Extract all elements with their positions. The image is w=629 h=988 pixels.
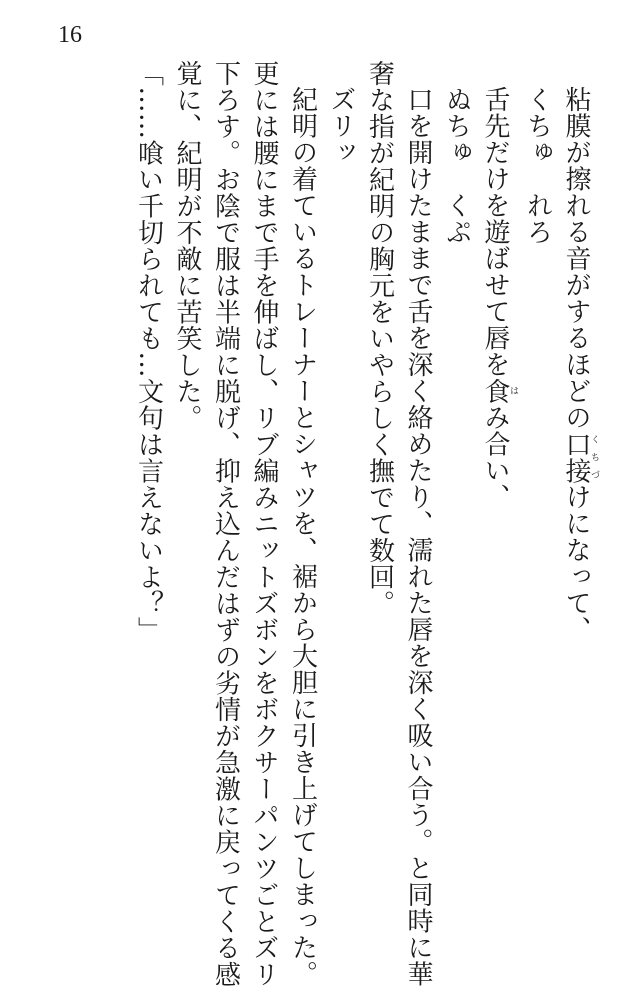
text-line-2: くちゅ れろ (522, 86, 553, 245)
text-line-3: 舌先だけを遊ばせて唇を食はみ合い、 (480, 86, 518, 510)
text-line-6: 奢な指が紀明の胸元をいやらしく撫でて数回。 (364, 60, 395, 617)
text-line-1: 粘膜が擦れる音がするほどの口接くちづけになって、 (561, 86, 599, 643)
text-line-12: 「……喰い千切られても…文句は言えないよ？」 (133, 60, 164, 643)
text-line-8: 紀明の着ているトレーナーとシャツを、裾から大胆に引き上げてしまった。 (287, 86, 318, 987)
text-line-11: 覚に、紀明が不敵に苦笑した。 (172, 60, 202, 431)
text-body (129, 60, 599, 988)
text-line-9: 更には腰にまで手を伸ばし、リブ編みニットズボンをボクサーパンツごとズリ (249, 60, 279, 988)
text-line-10: 下ろす。お陰で服は半端に脱げ、抑え込んだはずの劣情が急激に戻ってくる感 (210, 60, 241, 988)
text-line-7: ズリッ (326, 86, 356, 166)
page-number: 16 (58, 22, 82, 48)
text-line-5: 口を開けたままで舌を深く絡めたり、濡れた唇を深く吸い合う。と同時に華 (403, 86, 433, 987)
text-line-4: ぬちゅ くぷ (441, 86, 472, 245)
